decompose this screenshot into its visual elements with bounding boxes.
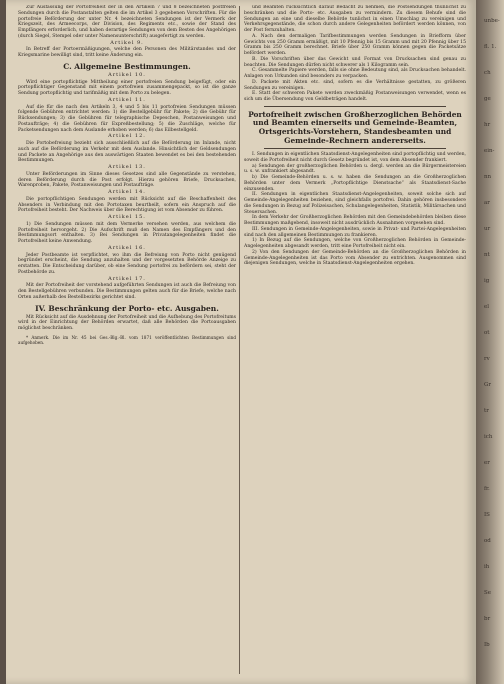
edge-text-fragment: ar — [484, 200, 490, 206]
portofreiheit-headline: Portofreiheit zwischen Großherzoglichen Behörden und Beamten einerseits und Gemeinde-Beamten, Ortsgerichts-Vorstehern, Standesbeamten und Gemeinde-Rechnern andererseits. — [248, 109, 462, 145]
adjacent-page-edge — [476, 0, 504, 684]
section-3-item-2: 2) Von den Sendungen der Gemeinde-Behörden an die Großherzoglichen Behörden in Gemeinde-Angelegenheiten ist das Porto vom Absender zu entrichten. Ausgenommen sind diejenigen Sendungen, welche in Staatsdienst-Angelegenheiten ergehen. — [244, 249, 466, 267]
article-17-heading: Artikel 17. — [108, 275, 146, 282]
edge-text-fragment: ein- — [484, 148, 495, 154]
section-iv-text: Mit Rücksicht auf die Ausdehnung der Portofreiheit und die Aufhebung des Portofreitums wird in der Einrichtung der Behörden erwartet, daß alle Behörden die Portoausgaben möglichst beschränken. — [18, 314, 236, 331]
section-3-text: III. Sendungen in Gemeinde-Angelegenheiten, sowie in Privat- und Partei-Angelegenheiten sind nach den allgemeinen Bestimmungen zu frankieren. — [244, 226, 466, 238]
edge-text-fragment: el — [484, 304, 490, 310]
section-3-item-1: 1) In Bezug auf die Sendungen, welche von Großherzoglichen Behörden in Gemeinde-Angelegenheiten abgesandt werden, tritt eine Portofreiheit nicht ein. — [244, 238, 466, 250]
article-12-text: Die Portobefreiung bezieht sich ausschließlich auf die Beförderung im Inlande, nicht auch auf die Beförderung im Verkehr mit dem Auslande. Hinsichtlich der Geldsendungen und Packete an Angehörige aus den auswärtigen Staaten bewendet es bei den bestehenden Bestimmungen. — [18, 141, 236, 164]
section-iv-heading: IV. Beschränkung der Porto- etc. Ausgaben. — [35, 303, 219, 313]
article-13-heading: Artikel 13. — [108, 164, 146, 170]
section-rule — [264, 148, 446, 149]
edge-text-fragment: ich — [484, 434, 493, 440]
article-10-text: Wird eine portopflichtige Mittheilung einer portofreien Sendung beigefügt, oder ein portopflichtiger Gegenstand mit einem portofreien zusammengepackt, so ist die ganze Sendung portopflichtig und tarifmäßig mit dem Porto zu belegen. — [18, 79, 236, 96]
article-11-text: Auf die für die nach den Artikeln 3, 4 und 5 bis 11 portofreien Sendungen müssen folgende Gebühren entrichtet werden: 1) die Bestellgebühr für Pakete; 2) die Gebühr für Rücksendungen; 3) die Gebühren für telegraphische Depeschen, Postanweisungen und Postaufträge; 4) die Gebühren für Expreßbestellung; 5) die Zuschläge, welche für Packetsendungen nach dem Auslande erhoben werden; 6) das Eilbestellgeld. — [18, 104, 236, 133]
article-14-text: Die portopflichtigen Sendungen werden mit Rücksicht auf die Beschaffenheit des Absenders in Verbindung mit den Portotaxen beurtheilt, sofern ein Anspruch auf die Portofreiheit besteht. Der Nachweis über die Berechtigung ist vom Absender zu führen. — [18, 196, 236, 214]
edge-text-fragment: fl. 1. — [484, 44, 497, 50]
edge-text-fragment: Ib — [484, 642, 490, 648]
edge-text-fragment: tr — [484, 408, 489, 414]
section-c-heading: C. Allgemeine Bestimmungen. — [63, 61, 191, 71]
edge-text-fragment: od — [484, 538, 491, 544]
section-1-text: I. Sendungen in eigentlichen Staatsdienst-Angelegenheiten sind portopflichtig und werden, soweit die Portofreiheit nicht durch Gesetz begründet ist, von dem Absender frankiert. — [244, 152, 466, 163]
edge-text-fragment: er — [484, 460, 490, 466]
article-9-heading: Artikel 9. — [110, 39, 144, 46]
edge-text-fragment: ch — [484, 70, 491, 76]
section-1-item-b: b) Die Gemeinde-Behörden u. s. w. haben die Sendungen an die Großherzoglichen Behörden unter dem Vermerk „Portopflichtige Dienstsache“ als Staatsdienst-Sache einzusenden. — [244, 175, 466, 192]
edge-text-fragment: Gr — [484, 382, 492, 388]
edge-text-fragment: hr — [484, 122, 491, 128]
edge-text-fragment: nt — [484, 252, 490, 258]
list-item-a: A. Nach den dermaligen Tarifbestimmungen werden Sendungen in Briefform über Gewichts von 250 Gramm ermäßigt, mit 10 Pfennig bis 15 Gramm und mit 20 Pfennig über 15 Gramm bis 250 Gramm berechnet. Briefe über 250 Gramm können gegen die Packetsätze befördert werden. — [244, 33, 466, 56]
article-15-heading: Artikel 15. — [108, 214, 146, 220]
edge-text-fragment: ot — [484, 330, 490, 336]
article-17-text: Mit der Portofreiheit der vorstehend aufgeführten Sendungen ist auch die Befreiung von den Bestellgebühren verbunden. Die Bestimmungen gelten auch für die Briefe, welche nach Orten außerhalb des Bestellbezirks gerichtet sind. — [18, 283, 236, 300]
article-12-heading: Artikel 12. — [108, 133, 146, 140]
section-rule — [264, 106, 446, 107]
edge-text-fragment: ig — [484, 278, 490, 284]
article-9-text: In Betreff der Portoermäßigungen, welche den Personen des Militärstandes und der Kriegsmarine bewilligt sind, tritt keine Änderung ein. — [18, 47, 236, 58]
section-2-extra: In dem Verkehr der Großherzoglichen Behörden mit den Gemeindebehörden bleiben diese Bestimmungen maßgebend, insoweit nicht ausdrücklich Ausnahmen vorgesehen sind. — [244, 215, 466, 227]
list-item-b: B. Die Vorschriften über das Gewicht und Format von Drucksachen sind genau zu beachten. Die Sendungen dürfen nicht schwerer als 1 Kilogramm sein. — [244, 56, 466, 68]
right-column — [244, 5, 466, 677]
section-1-item-a: a) Sendungen der großherzoglichen Behörden u. dergl. werden an die Bürgermeistereien u. s. w. unfrankiert abgesandt. — [244, 163, 466, 175]
article-13-text: Unter Beförderungen im Sinne dieses Gesetzes sind alle Gegenstände zu verstehen, deren Beförderung durch die Post erfolgt. Hierzu gehören Briefe, Drucksachen, Warenproben, Pakete, Postanweisungen und Postaufträge. — [18, 171, 236, 189]
list-item-e: E. Statt der schweren Pakete werden zweckmäßig Postanweisungen verwendet, wenn es sich um die Übersendung von Geldbeträgen handelt. — [244, 91, 466, 102]
edge-text-fragment: rv — [484, 356, 490, 362]
edge-text-fragment: unbe- — [484, 18, 500, 24]
edge-text-fragment: br — [484, 616, 491, 622]
edge-text-fragment: fr. — [484, 486, 490, 492]
edge-text-fragment: ge — [484, 96, 491, 102]
newspaper-page — [6, 0, 476, 684]
edge-text-fragment: IS — [484, 512, 490, 518]
article-15-text: 1) Die Sendungen müssen mit dem Vermerke versehen werden, aus welchem die Portofreiheit hervorgeht. 2) Die Aufschrift muß den Namen des Empfängers und den Bestimmungsort enthalten. 3) Bei Sendungen in Privatangelegenheiten findet die Portofreiheit keine Anwendung. — [18, 221, 236, 244]
right-intro: und Beamten rücksichtlich darauf Bedacht zu nehmen, die Postsendungen thunlichst zu beschränken und die Porto- etc. Ausgaben zu vermindern. Zu diesem Behufe sind die Sendungen an eine und dieselbe Behörde tunlichst in einen Umschlag zu vereinigen und Verkehrsgegenstände, die schon durch andere Gelegenheiten befördert werden können, von der Post fernzuhalten. — [244, 5, 466, 33]
article-16-text: Jeder Postbeamte ist verpflichtet, wo ihm die Befreiung von Porto nicht genügend begründet erscheint, die Sendung anzuhalten und der vorgesetzten Behörde Anzeige zu erstatten. Die Entscheidung darüber, ob eine Sendung portofrei zu befördern sei, steht der Postbehörde zu. — [18, 252, 236, 275]
list-item-d: D. Packete mit Akten etc. sind, sofern es die Verhältnisse gestatten, zu größeren Sendungen zu vereinigen. — [244, 79, 466, 91]
edge-text-fragment: nn — [484, 174, 492, 180]
footnote: * Anmerk. Die im Nr. 45 bei Ges.-Blg.-Bl. vom 1871 veröffentlichten Bestimmungen sind aufgehoben. — [18, 334, 236, 345]
article-11-heading: Artikel 11. — [108, 96, 146, 103]
article-14-heading: Artikel 14. — [108, 189, 146, 195]
article-10-heading: Artikel 10. — [108, 71, 146, 78]
section-2-text: II. Sendungen in eigentlichen Staatsdienst-Angelegenheiten, soweit solche sich auf Gemeinde-Angelegenheiten beziehen, sind gleichfalls portofrei. Dahin gehören insbesondere die Sendungen in Bezug auf Polizeisachen, Schulangelegenheiten, Statistik, Militärsachen und Steuersachen. — [244, 192, 466, 215]
article-16-heading: Artikel 16. — [108, 244, 146, 251]
left-column — [18, 5, 236, 677]
left-intro: Zur Ausfassung der Portofreiheit der in den Artikeln 7 und 8 bezeichneten postfreien Sendungen durch die Postanstalten gelten die im Artikel 3 gegebenen Vorschriften. Für die portofreie Beförderung der unter Nr. 4 bezeichneten Sendungen ist der Vermerk der Kriegszeit, des Armeecorps, der Division, des Regiments etc., sowie der Stand des Empfängers erforderlich, und haben derartige Sendungen von dem Besten des Angehörigen (durch Siegel, Stempel oder unter Namensunterschrift) ausgefertigt zu werden. — [18, 5, 236, 39]
edge-text-fragment: ur — [484, 226, 491, 232]
edge-text-fragment: Se — [484, 590, 492, 596]
list-item-c: C. Gesammelte Papiere werden, falls sie ohne Bedeutung sind, als Drucksachen behandelt. Anlagen von Urkunden sind besonders zu verpacken. — [244, 68, 466, 79]
edge-text-fragment: ih — [484, 564, 490, 570]
column-divider — [239, 6, 240, 674]
